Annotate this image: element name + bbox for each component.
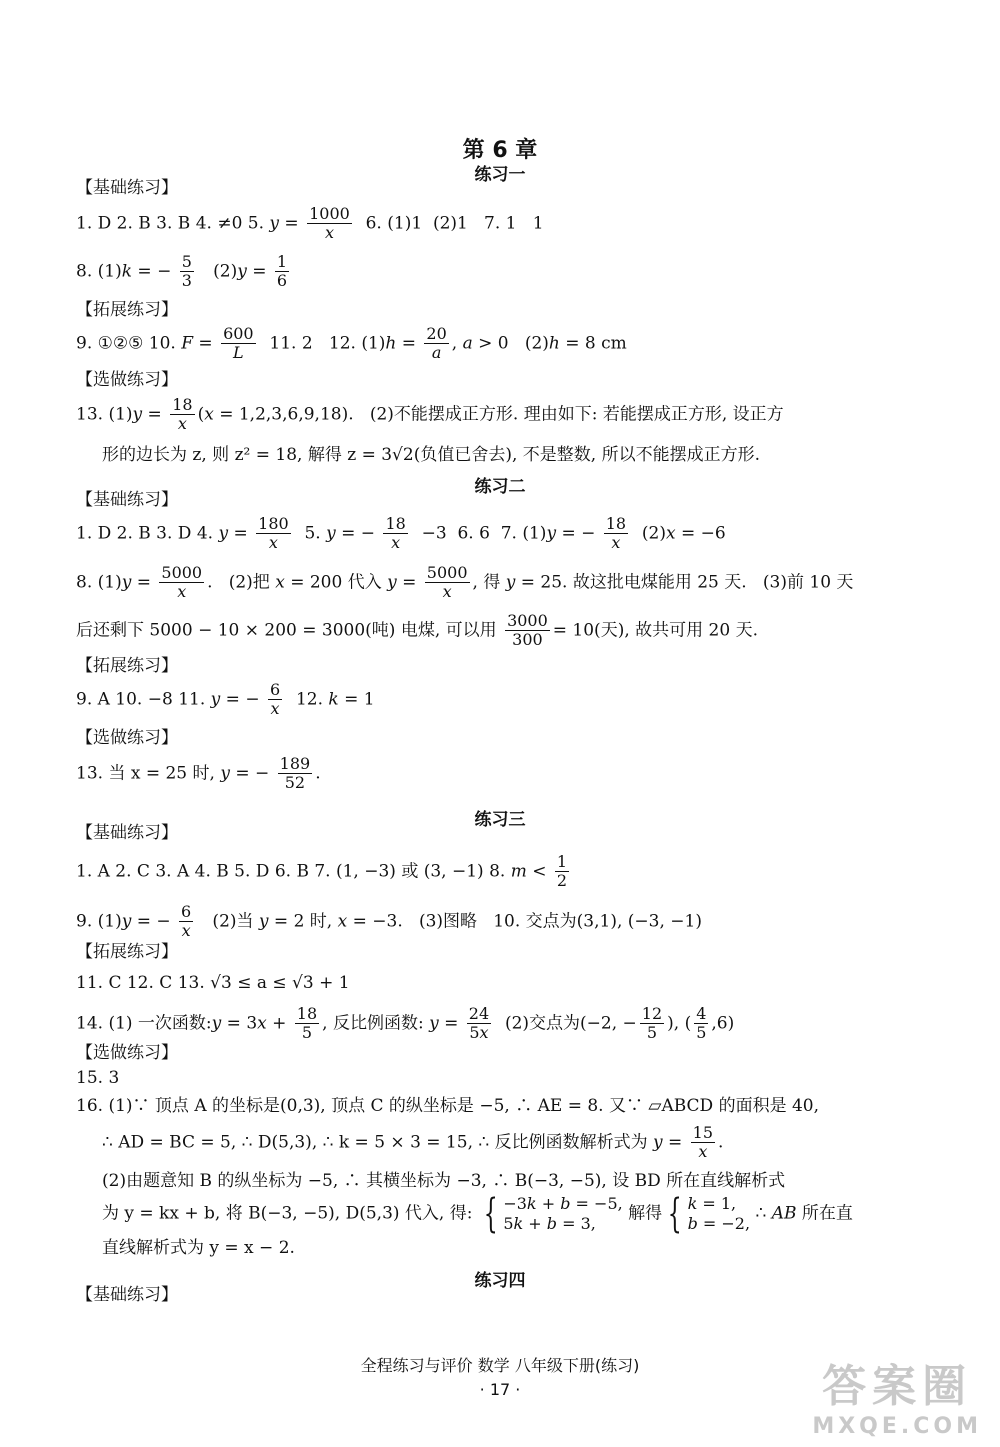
- section-extension: 【拓展练习】: [76, 656, 178, 676]
- fraction: $\frac{5000}{x}$: [161, 563, 203, 602]
- fraction: $\frac{6}{x}$: [181, 902, 192, 941]
- answer-line: ∴ AD = BC = 5, ∴ D(5,3), ∴ k = 5 × 3 = 15, ∴ 反比例函数解析式为 y = $\frac{15}{x}$ .: [102, 1123, 724, 1162]
- exercise-1-title: 练习一: [474, 165, 526, 185]
- section-extension: 【拓展练习】: [76, 942, 178, 962]
- section-extension: 【拓展练习】: [76, 300, 178, 320]
- section-basic: 【基础练习】: [76, 823, 178, 843]
- page-number: · 17 ·: [479, 1380, 521, 1399]
- watermark-logo: 答案圈 MXQE.COM: [812, 1361, 982, 1439]
- section-optional: 【选做练习】: [76, 1043, 178, 1063]
- answer-line: 后还剩下 5000 − 10 × 200 = 3000(吨) 电煤, 可以用 $\frac{3000}{300}$ = 10(天), 故共可用 20 天.: [76, 611, 758, 650]
- answer-line: 8. (1)y = $\frac{5000}{x}$ . (2)把 x = 200 代入 y = $\frac{5000}{x}$ , 得 y = 25. 故这批电煤能用 25 天. (3)前 10 天: [76, 563, 854, 602]
- footer-book-title: 全程练习与评价 数学 八年级下册(练习): [360, 1356, 640, 1375]
- equation-system: { −3k + b = −5, 5k + b = 3,: [483, 1191, 623, 1237]
- answer-line: 9. A 10. −8 11. y = − $\frac{6}{x}$ 12. k = 1: [76, 680, 375, 719]
- answer-line: 9. (1)y = − $\frac{6}{x}$ (2)当 y = 2 时, x = −3. (3)图略 10. 交点为(3,1), (−3, −1): [76, 902, 702, 941]
- section-basic: 【基础练习】: [76, 178, 178, 198]
- answer-line: 1. A 2. C 3. A 4. B 5. D 6. B 7. (1, −3) 或 (3, −1) 8. m < $\frac{1}{2}$: [76, 852, 568, 891]
- exercise-4-title: 练习四: [474, 1271, 526, 1291]
- fraction: $\frac{12}{5}$: [641, 1004, 663, 1043]
- section-optional: 【选做练习】: [76, 370, 178, 390]
- answer-line: 9. ①②⑤ 10. F = $\frac{600}{L}$ 11. 2 12. (1)h = $\frac{20}{a}$ , a > 0 (2)h = 8 cm: [76, 324, 627, 363]
- fraction: $\frac{3000}{300}$: [507, 611, 548, 650]
- answer-line: 15. 3: [76, 1068, 120, 1088]
- section-optional: 【选做练习】: [76, 728, 178, 748]
- answer-line: 13. 当 x = 25 时, y = − $\frac{189}{52}$ .: [76, 754, 321, 793]
- exercise-2-title: 练习二: [474, 477, 526, 497]
- fraction: $\frac{6}{x}$: [269, 680, 281, 719]
- fraction: $\frac{180}{x}$: [258, 514, 289, 553]
- answer-line: 14. (1) 一次函数:y = 3x + $\frac{18}{5}$ , 反比例函数: y = $\frac{24}{5x}$ (2)交点为(−2, − $\frac{12}{5}$ ), ( $\frac{4}{5}$ ,6): [76, 1004, 735, 1043]
- answer-line: 13. (1)y = $\frac{18}{x}$ (x = 1,2,3,6,9,18). (2)不能摆成正方形. 理由如下: 若能摆成正方形, 设正方: [76, 395, 784, 434]
- answer-line: (2)由题意知 B 的纵坐标为 −5, ∴ 其横坐标为 −3, ∴ B(−3, −5), 设 BD 所在直线解析式: [102, 1171, 786, 1191]
- fraction: $\frac{5}{3}$: [181, 252, 192, 291]
- fraction: $\frac{4}{5}$: [696, 1004, 707, 1043]
- fraction: $\frac{24}{5x}$: [468, 1004, 490, 1043]
- fraction: $\frac{1000}{x}$: [309, 204, 350, 243]
- exercise-3-title: 练习三: [474, 810, 526, 830]
- fraction: $\frac{600}{L}$: [223, 324, 254, 363]
- answer-line: 1. D 2. B 3. D 4. y = $\frac{180}{x}$ 5. y = − $\frac{18}{x}$ −3 6. 6 7. (1)y = − $\frac{18}{x}$ (2)x = −6: [76, 514, 726, 553]
- chapter-title: 第 6 章: [462, 138, 538, 163]
- answer-line: 形的边长为 z, 则 z² = 18, 解得 z = 3√2(负值已舍去), 不是整数, 所以不能摆成正方形.: [102, 445, 760, 465]
- answer-line: 1. D 2. B 3. B 4. ≠0 5. y = $\frac{1000}{x}$ 6. (1)1 (2)1 7. 1 1: [76, 204, 544, 243]
- answer-line: 为 y = kx + b, 将 B(−3, −5), D(5,3) 代入, 得: { −3k + b = −5, 5k + b = 3, 解得 { k = 1, b = −2, ∴ AB 所在直: [102, 1191, 853, 1237]
- fraction: $\frac{18}{x}$: [605, 514, 627, 553]
- answer-line: 8. (1)k = − $\frac{5}{3}$ (2)y = $\frac{1}{6}$: [76, 252, 288, 291]
- fraction: $\frac{15}{x}$: [692, 1123, 714, 1162]
- fraction: $\frac{20}{a}$: [426, 324, 447, 363]
- fraction: $\frac{189}{52}$: [279, 754, 311, 793]
- fraction: $\frac{1}{6}$: [276, 252, 288, 291]
- fraction: $\frac{18}{x}$: [385, 514, 406, 553]
- fraction: $\frac{1}{2}$: [556, 852, 568, 891]
- section-basic: 【基础练习】: [76, 1285, 178, 1305]
- answer-line: 16. (1)∵ 顶点 A 的坐标是(0,3), 顶点 C 的纵坐标是 −5, ∴ AE = 8. 又∵ ▱ABCD 的面积是 40,: [76, 1096, 820, 1116]
- fraction: $\frac{5000}{x}$: [426, 563, 468, 602]
- fraction: $\frac{18}{x}$: [172, 395, 193, 434]
- answer-line: 直线解析式为 y = x − 2.: [102, 1238, 295, 1258]
- answer-line: 11. C 12. C 13. √3 ≤ a ≤ √3 + 1: [76, 973, 350, 993]
- section-basic: 【基础练习】: [76, 490, 178, 510]
- fraction: $\frac{18}{5}$: [296, 1004, 318, 1043]
- equation-system: { k = 1, b = −2,: [667, 1191, 751, 1237]
